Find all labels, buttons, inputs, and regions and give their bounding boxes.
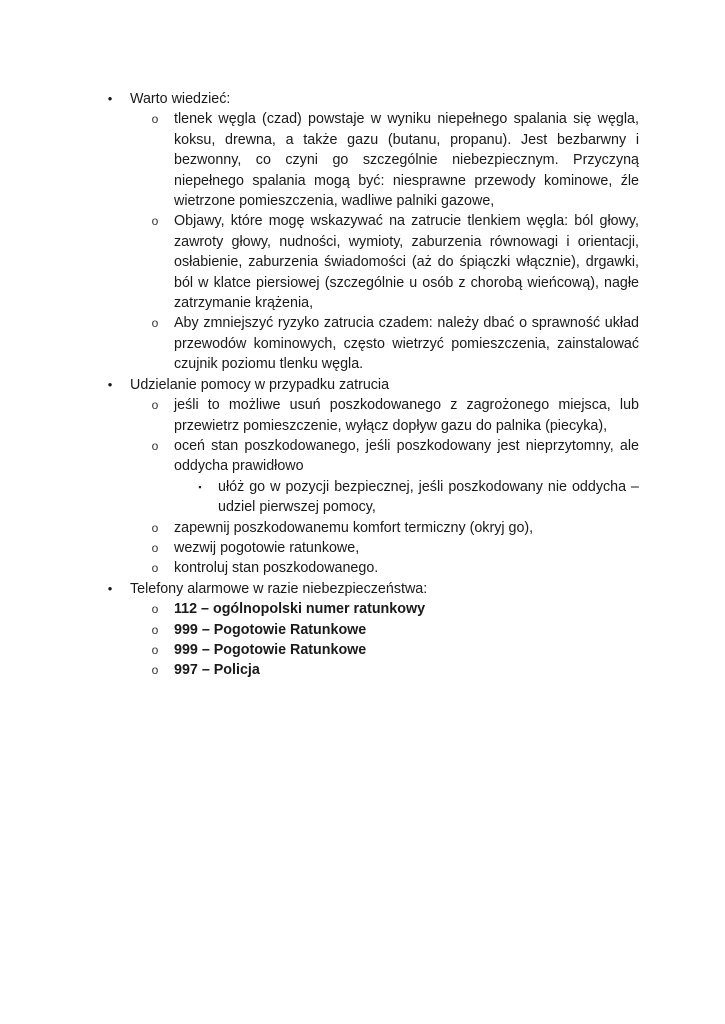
circle-bullet-icon: o [151, 316, 159, 331]
circle-bullet-icon: o [151, 561, 159, 576]
section-heading-text: Udzielanie pomocy w przypadku zatrucia [130, 376, 390, 393]
circle-bullet-icon: o [151, 602, 159, 617]
section-heading-text: Warto wiedzieć: [130, 91, 231, 107]
phone-number-text: 112 – ogólnopolski numer ratunkowy [174, 601, 426, 618]
circle-bullet-icon: o [151, 642, 159, 657]
section-heading [0, 579, 725, 599]
phone-number-text: 999 – Pogotowie Ratunkowe [174, 641, 367, 658]
circle-bullet-icon: o [151, 663, 159, 678]
list-item-text: jeśli to możliwe usuń poszkodowanego z zagrożonego miejsca, lub przewietrz pomieszczenie, wyłącz dopływ gazu do palnika (piecyka), [174, 397, 639, 434]
square-bullet-icon: ▪ [198, 481, 202, 492]
list-item-text: wezwij pogotowie ratunkowe, [174, 539, 360, 556]
list-item-text: Objawy, które mogę wskazywać na zatrucie tlenkiem węgla: ból głowy, zawroty głowy, nudności, wymioty, zaburzenia równowagi i orientacji, osłabienie, zaburzenia świadomości (aż do śpiączki włącznie), drgawki, ból w klatce piersiowej (szczególnie u osób z chorobą wieńcową), nagłe zatrzymanie krążenia, [174, 213, 639, 312]
list-item [0, 313, 725, 374]
phone-number-item [0, 660, 725, 680]
list-item [0, 538, 725, 558]
list-item-text: oceń stan poszkodowanego, jeśli poszkodowany jest nieprzytomny, ale oddycha prawidłowo [174, 437, 639, 475]
circle-bullet-icon: o [151, 438, 159, 453]
document-body [0, 89, 725, 681]
circle-bullet-icon: o [151, 112, 159, 127]
section-heading [0, 375, 725, 395]
list-item-text: Aby zmniejszyć ryzyko zatrucia czadem: należy dbać o sprawność układ przewodów kominowych, często wietrzyć pomieszczenia, zainstalować czujnik poziomu tlenku węgla. [174, 315, 639, 373]
list-item [0, 558, 725, 578]
list-item [0, 109, 725, 211]
phone-number-text: 997 – Policja [174, 662, 260, 679]
bullet-icon: • [107, 91, 113, 106]
sub-list-item [0, 477, 725, 518]
circle-bullet-icon: o [151, 540, 159, 555]
bullet-icon: • [107, 580, 113, 596]
circle-bullet-icon: o [151, 398, 159, 413]
phone-number-text: 999 – Pogotowie Ratunkowe [174, 621, 367, 638]
section-heading [0, 89, 725, 109]
list-item [0, 211, 725, 313]
list-item-text: tlenek węgla (czad) powstaje w wyniku niepełnego spalania się węgla, koksu, drewna, a także gazu (butanu, propanu). Jest bezbarwny i bezwonny, co czyni go szczególnie niebezpiecznym. Przyczyną niepełnego spalania mogą być: niesprawne przewody kominowe, źle wietrzone pomieszczenia, wadliwe palniki gazowe, [174, 111, 639, 210]
sub-list-item-text: ułóż go w pozycji bezpiecznej, jeśli poszkodowany nie oddycha – udziel pierwszej pomocy, [218, 478, 639, 516]
bullet-icon: • [107, 376, 113, 392]
list-item-text: zapewnij poszkodowanemu komfort termiczny (okryj go), [174, 519, 534, 536]
circle-bullet-icon: o [151, 622, 159, 637]
section-heading-text: Telefony alarmowe w razie niebezpieczeństwa: [130, 580, 428, 597]
list-item [0, 436, 725, 477]
list-item [0, 395, 725, 436]
circle-bullet-icon: o [151, 214, 159, 229]
circle-bullet-icon: o [151, 520, 159, 535]
phone-number-item [0, 640, 725, 660]
list-item-text: kontroluj stan poszkodowanego. [174, 560, 379, 577]
list-item [0, 518, 725, 538]
phone-number-item [0, 599, 725, 619]
phone-number-item [0, 620, 725, 640]
